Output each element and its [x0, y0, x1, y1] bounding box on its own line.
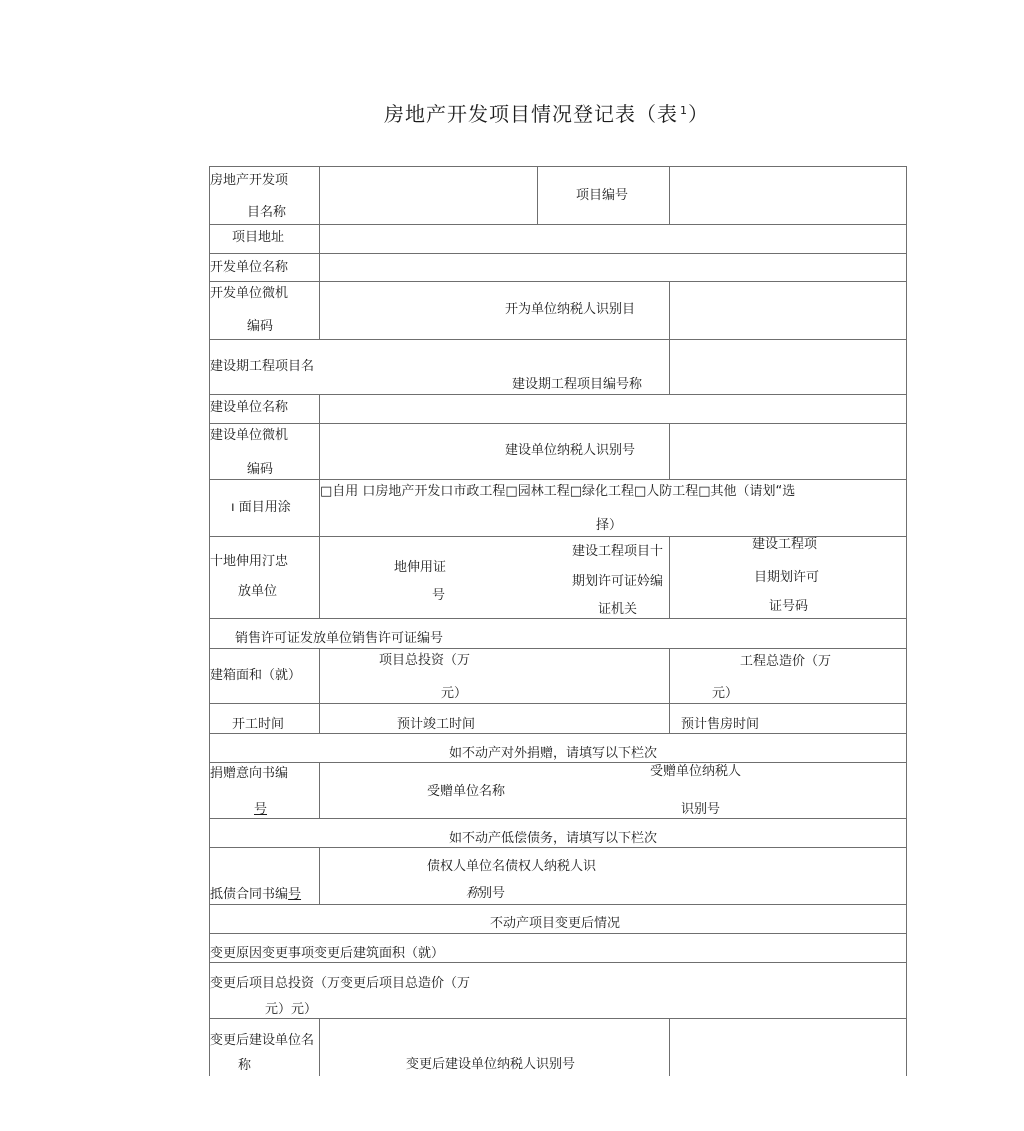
creditor-label-cont	[466, 886, 505, 902]
change-section-header: 不动产项目变更后情况	[490, 916, 621, 931]
row-line	[209, 166, 907, 167]
column-line	[319, 762, 320, 818]
project-no-label: 项目编号	[576, 188, 629, 203]
dev-unit-taxid-label: 开为单位纳税人识别目	[505, 302, 636, 317]
change-investment-label-cont: 元）元）	[265, 1002, 318, 1017]
land-cert-unit-label-cont: 放单位	[238, 584, 278, 599]
planning-issuer-label-end: 证机关	[598, 602, 638, 617]
dev-unit-code-label-cont: 编码	[247, 319, 274, 334]
planning-no-label-cont: 目期划许可	[754, 570, 820, 585]
title-close: ）	[688, 102, 709, 126]
construction-unit-taxid-label: 建设单位纳税人识别号	[505, 443, 636, 458]
row-line	[209, 339, 907, 340]
column-line	[906, 166, 907, 1076]
project-name-label-cont: 目名称	[247, 205, 287, 220]
row-line	[209, 281, 907, 282]
construction-unit-code-label-cont: 编码	[247, 462, 274, 477]
dev-unit-code-label: 开发单位微机	[210, 286, 289, 301]
planning-issuer-label: 建设工程项目十	[572, 544, 664, 559]
row-line	[209, 479, 907, 480]
total-investment-label: 项目总投资（万	[379, 653, 471, 668]
construction-unit-name-label: 建设单位名称	[210, 400, 289, 415]
debt-contract-label-text: 抵债合同书编	[210, 887, 289, 902]
row-line	[209, 618, 907, 619]
registration-form	[209, 166, 907, 1076]
column-line	[669, 1018, 670, 1076]
creditor-label: 债权人单位名债权人纳税人识	[427, 859, 597, 874]
row-line	[209, 224, 907, 225]
row-line	[209, 1018, 907, 1019]
change-unit-name-label: 变更后建设单位名	[210, 1033, 315, 1048]
planning-issuer-label-cont: 期划许可证妗编	[572, 574, 664, 589]
usage-options: □自用 口房地产开发口市政工程□园林工程□绿化工程□人防工程□其他（请划“选	[320, 484, 796, 499]
column-line	[319, 1018, 320, 1076]
planning-no-label: 建设工程项	[752, 537, 818, 552]
column-line	[319, 847, 320, 904]
land-cert-no-label-cont: 号	[432, 588, 446, 603]
debt-contract-label-end: 号	[288, 887, 302, 902]
column-line	[669, 536, 670, 618]
column-line	[537, 166, 538, 224]
column-line	[669, 281, 670, 394]
row-line	[209, 904, 907, 905]
row-line	[209, 847, 907, 848]
column-line	[669, 648, 670, 733]
dev-unit-name-label: 开发单位名称	[210, 260, 289, 275]
land-cert-no-label: 地伸用证	[394, 560, 447, 575]
column-line	[669, 166, 670, 224]
land-cert-unit-label: 十地伸用汀忠	[210, 554, 289, 569]
sale-time-label: 预计售房时间	[681, 717, 760, 732]
creditor-label-cont-a: 称	[466, 886, 480, 901]
construction-unit-code-label: 建设单位微机	[210, 428, 289, 443]
donation-letter-label: 捐赠意向书编	[210, 766, 289, 781]
donation-section-header: 如不动产对外捐赠，请填写以下栏次	[449, 746, 658, 761]
row-line	[209, 703, 907, 704]
change-investment-label: 变更后项目总投资（万变更后项目总造价（万	[210, 976, 471, 991]
project-name-label: 房地产开发项	[210, 173, 289, 188]
title-superscript: 1	[680, 104, 688, 117]
change-reason-label: 变更原因变更事项变更后建筑面积（就）	[210, 946, 445, 961]
row-line	[209, 423, 907, 424]
column-line	[319, 394, 320, 618]
column-line	[319, 166, 320, 339]
donee-name-label: 受赠单位名称	[427, 784, 506, 799]
usage-options-end: 择）	[596, 518, 623, 533]
row-line	[209, 762, 907, 763]
page-title	[384, 98, 709, 127]
debt-contract-label	[210, 887, 301, 903]
change-unit-taxid-label: 变更后建设单位纳税人识别号	[406, 1057, 576, 1072]
creditor-label-cont-b: 别号	[479, 886, 506, 901]
usage-label: ı 面目用涂	[231, 500, 291, 515]
donee-taxid-label-cont: 识别号	[681, 802, 721, 817]
project-address-label: 项目地址	[232, 230, 285, 245]
title-text: 房地产开发项目情况登记表（表	[384, 102, 678, 126]
donation-letter-label-cont: 号	[254, 802, 268, 817]
construction-project-no-label: 建设期工程项目编号称	[512, 377, 643, 392]
row-line	[209, 253, 907, 254]
column-line	[209, 166, 210, 1076]
row-line	[209, 648, 907, 649]
sales-permit-label: 销售许可证发放单位销售许可证编号	[235, 631, 444, 646]
total-investment-label-cont: 元）	[441, 686, 468, 701]
column-line	[669, 423, 670, 479]
column-line	[319, 648, 320, 733]
row-line	[209, 933, 907, 934]
total-cost-label: 工程总造价（万	[740, 654, 832, 669]
construction-project-name-label: 建设期工程项目名	[210, 359, 315, 374]
row-line	[209, 733, 907, 734]
change-unit-name-label-cont: 称	[238, 1058, 252, 1073]
total-cost-label-cont: 元）	[712, 686, 739, 701]
debt-section-header: 如不动产低偿债务，请填写以下栏次	[449, 831, 658, 846]
building-area-label: 建箱面和（就）	[210, 668, 302, 683]
completion-time-label: 预计竣工时间	[397, 717, 476, 732]
row-line	[209, 394, 907, 395]
donee-taxid-label: 受赠单位纳税人	[650, 764, 742, 779]
planning-no-label-end: 证号码	[769, 599, 809, 614]
row-line	[209, 818, 907, 819]
start-time-label: 开工时间	[232, 717, 285, 732]
row-line	[209, 962, 907, 963]
